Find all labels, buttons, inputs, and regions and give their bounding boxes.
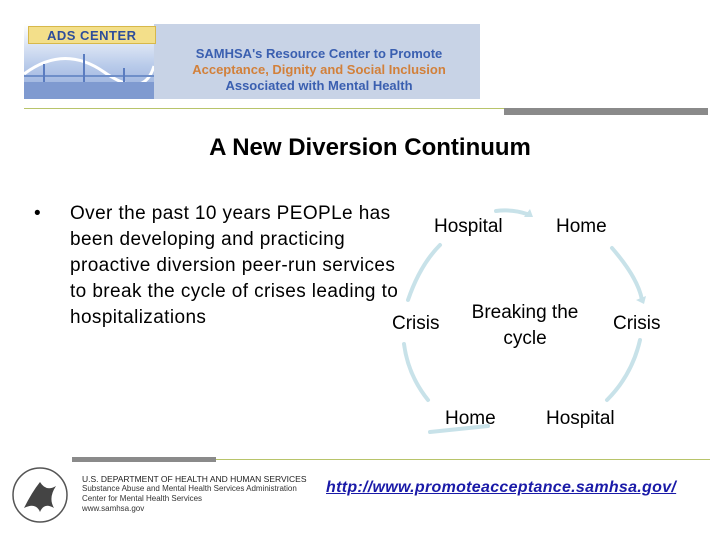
cycle-label-hospital-bottom: Hospital xyxy=(546,408,615,429)
footer-accent-bar xyxy=(72,457,216,462)
cycle-label-hospital-top: Hospital xyxy=(434,216,503,237)
promote-acceptance-link[interactable]: http://www.promoteacceptance.samhsa.gov/ xyxy=(326,479,677,496)
slide-title: A New Diversion Continuum xyxy=(209,134,531,161)
cmhs-line: Center for Mental Health Services xyxy=(82,494,203,503)
arc-top-right xyxy=(612,248,642,300)
cycle-label-home-bottom: Home xyxy=(445,408,496,429)
hhs-eagle-logo xyxy=(10,462,70,528)
ads-center-logo: ADS CENTER xyxy=(28,26,156,44)
cycle-label-center: Breaking the cycle xyxy=(471,302,579,349)
bullet-marker: • xyxy=(34,203,42,224)
tagline-line-2: Acceptance, Dignity and Social Inclusion xyxy=(192,62,446,77)
arc-bottom-left xyxy=(404,344,428,400)
cycle-label-crisis-left: Crisis xyxy=(392,313,440,334)
samhsa-website: www.samhsa.gov xyxy=(82,504,145,513)
tagline-line-3: Associated with Mental Health xyxy=(225,78,413,93)
cycle-label-crisis-right: Crisis xyxy=(613,313,661,334)
hhs-agency-text xyxy=(82,474,322,514)
arc-left xyxy=(408,245,440,300)
arc-top xyxy=(496,210,527,214)
samhsa-line: Substance Abuse and Mental Health Services Administration xyxy=(82,484,297,493)
arc-right xyxy=(607,340,640,400)
hhs-dept-line: U.S. DEPARTMENT OF HEALTH AND HUMAN SERVICES xyxy=(82,474,307,484)
footer-divider xyxy=(216,459,710,460)
bullet-text: Over the past 10 years PEOPLe has been developing and practicing proactive diversion peer-run services to break the cycle of crises leading to hospitalizations xyxy=(70,203,399,328)
cycle-label-home-top: Home xyxy=(556,216,607,237)
tagline-line-1: SAMHSA's Resource Center to Promote xyxy=(195,46,443,61)
